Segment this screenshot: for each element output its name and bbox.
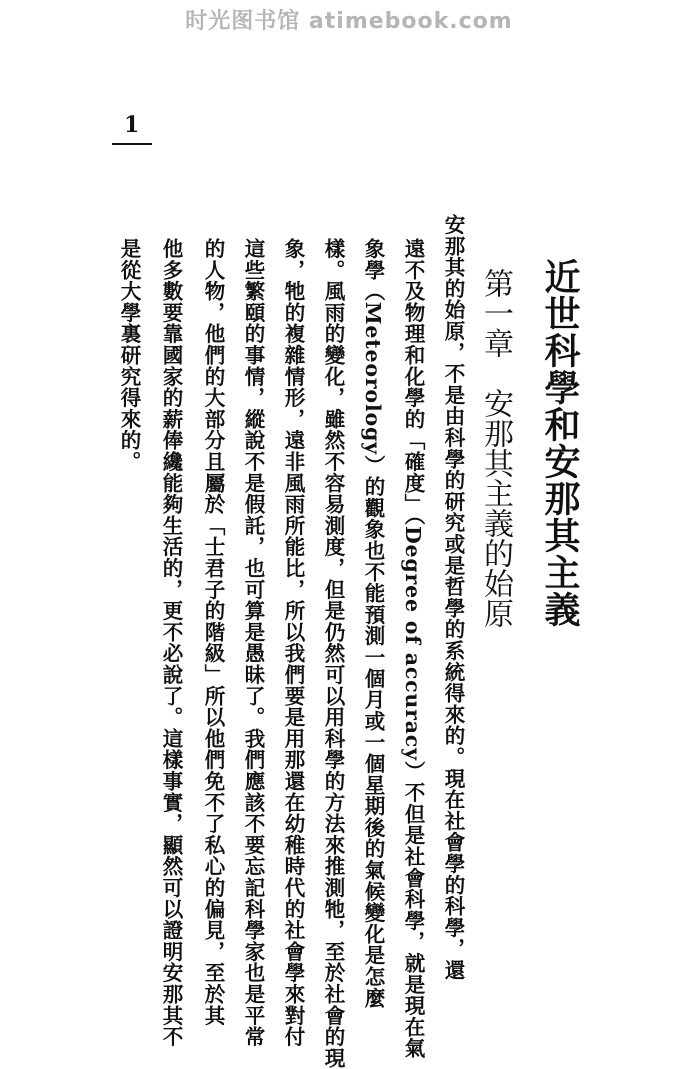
body-line: 這些繁頤的事情，縱說不是假託，也可算是愚昧了。我們應該不要忘記科學家也是平常	[241, 238, 265, 1048]
book-title: 近世科學和安那其主義	[539, 258, 581, 628]
watermark: 时光图书馆 atimebook.com	[185, 9, 513, 34]
body-line: 的人物，他們的大部分且屬於「士君子的階級」所以他們免不了私心的偏見，至於其	[201, 238, 225, 1027]
body-line: 象學（Meteorology）的觀象也不能預測一個月或一個星期後的氣候變化是怎麼	[361, 238, 385, 1009]
body-line: 象，牠的複雜情形，遠非風雨所能比，所以我們要是用那還在幼稚時代的社會學來對付	[281, 238, 305, 1048]
page-number-rule	[112, 143, 152, 145]
body-line: 是從大學裏研究得來的。	[117, 238, 141, 473]
body-line: 遠不及物理和化學的「確度」（Degree of accuracy）不但是社會科學，就是現在氣	[401, 238, 425, 1059]
page-number: 1	[124, 112, 140, 138]
body-line: 安那其的始原，不是由科學的研究或是哲學的系統得來的。現在社會學的科學，還	[441, 214, 465, 981]
body-line: 他多數要靠國家的薪俸纔能夠生活的，更不必說了。這樣事實，顯然可以證明安那其不	[159, 238, 183, 1048]
chapter-title: 第一章 安那其主義的始原	[478, 268, 513, 628]
body-line: 樣。風雨的變化，雖然不容易測度，但是仍然可以用科學的方法來推測牠，至於社會的現	[321, 238, 345, 1069]
